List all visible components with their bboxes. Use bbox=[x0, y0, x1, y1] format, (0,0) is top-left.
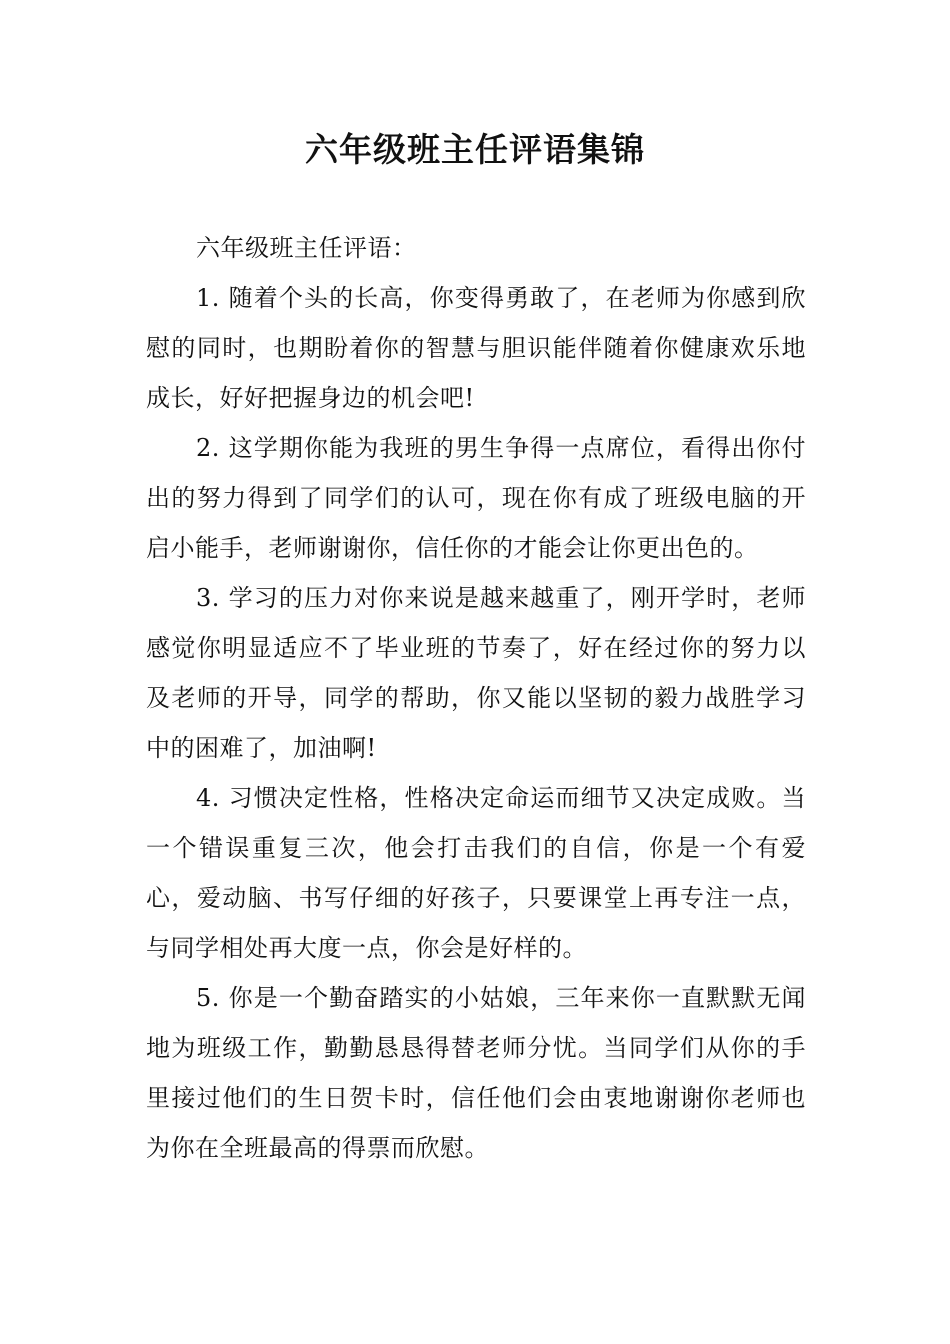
document-body bbox=[146, 223, 806, 1173]
document-title: 六年级班主任评语集锦 bbox=[305, 130, 645, 169]
intro-line: 六年级班主任评语： bbox=[196, 234, 417, 262]
comment-paragraph-5: 5. 你是一个勤奋踏实的小姑娘，三年来你一直默默无闻地为班级工作，勤勤恳恳得替老师分忧。当同学们从你的手里接过他们的生日贺卡时，信任他们会由衷地谢谢你老师也为你在全班最高的得票而欣慰。 bbox=[146, 984, 806, 1162]
comment-paragraph-3: 3. 学习的压力对你来说是越来越重了，刚开学时，老师感觉你明显适应不了毕业班的节奏了，好在经过你的努力以及老师的开导，同学的帮助，你又能以坚韧的毅力战胜学习中的困难了，加油啊! bbox=[146, 584, 806, 762]
comment-paragraph-1: 1. 随着个头的长高，你变得勇敢了，在老师为你感到欣慰的同时，也期盼着你的智慧与胆识能伴随着你健康欢乐地成长，好好把握身边的机会吧! bbox=[146, 284, 806, 412]
comment-paragraph-4: 4. 习惯决定性格，性格决定命运而细节又决定成败。当一个错误重复三次，他会打击我们的自信，你是一个有爱心，爱动脑、书写仔细的好孩子，只要课堂上再专注一点，与同学相处再大度一点，你会是好样的。 bbox=[146, 784, 806, 962]
comment-paragraph-2: 2. 这学期你能为我班的男生争得一点席位，看得出你付出的努力得到了同学们的认可，现在你有成了班级电脑的开启小能手，老师谢谢你，信任你的才能会让你更出色的。 bbox=[146, 434, 806, 562]
